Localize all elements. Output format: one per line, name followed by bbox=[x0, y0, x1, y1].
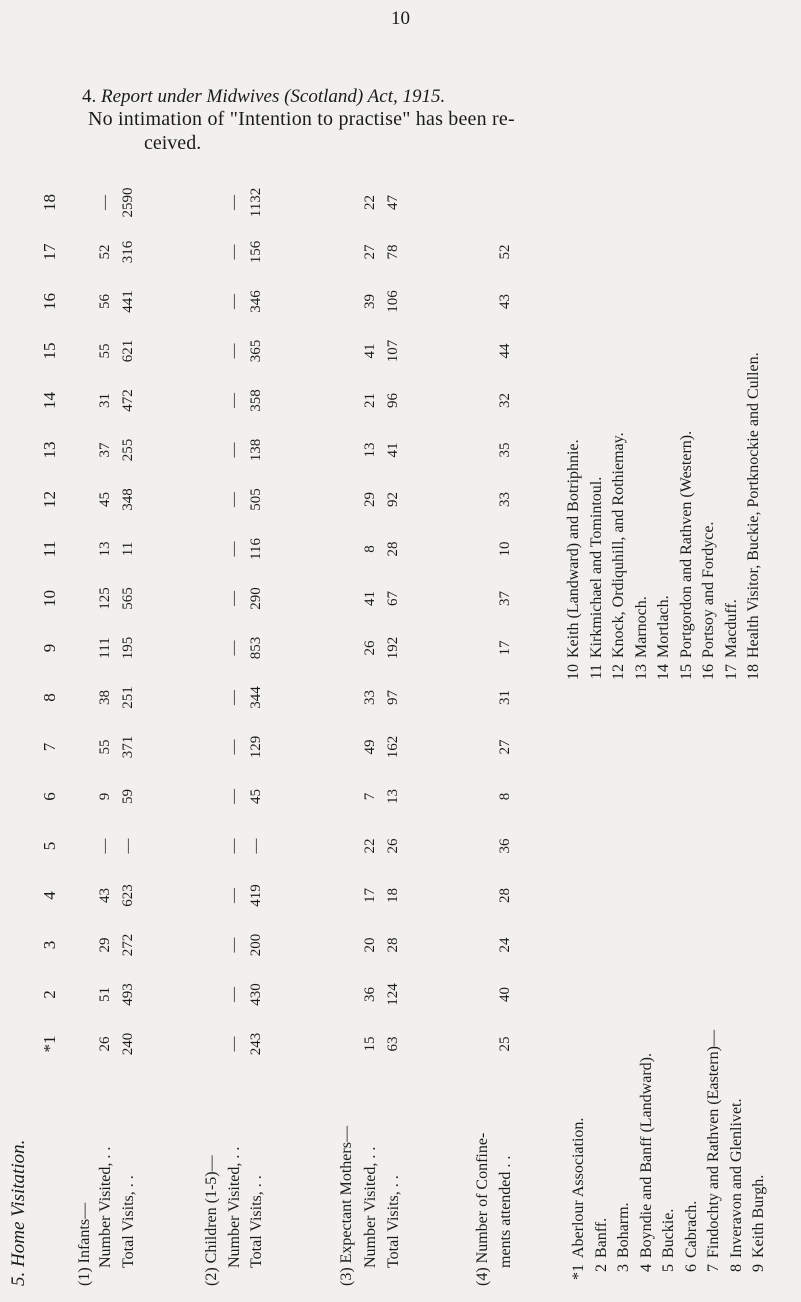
district-number: 7 bbox=[705, 1264, 722, 1272]
district-entry bbox=[586, 352, 609, 686]
district-entry bbox=[721, 352, 744, 686]
table-cell: 106 bbox=[385, 290, 401, 313]
section-4-title: Report under Midwives (Scotland) Act, 1915. bbox=[101, 86, 446, 107]
table-cell: 97 bbox=[385, 690, 401, 705]
table-cell: 441 bbox=[120, 290, 136, 313]
district-entry bbox=[636, 1030, 659, 1286]
table-cell: 125 bbox=[97, 587, 113, 610]
district-number: 17 bbox=[722, 664, 740, 680]
district-number: 10 bbox=[565, 664, 582, 680]
table-cell: 200 bbox=[248, 933, 264, 957]
table-cell: 419 bbox=[248, 884, 264, 907]
table-cell: 493 bbox=[120, 983, 136, 1006]
table-cell: 96 bbox=[385, 393, 401, 408]
table-cell: 358 bbox=[248, 389, 264, 412]
district-name: Macduff. bbox=[722, 599, 740, 658]
table-cell: 344 bbox=[248, 686, 264, 709]
table-cell: 45 bbox=[97, 492, 113, 507]
column-header: 13 bbox=[40, 441, 59, 459]
district-entry bbox=[703, 1030, 726, 1286]
table-cell: — bbox=[226, 640, 242, 656]
column-header: 6 bbox=[40, 792, 59, 801]
table-cell: — bbox=[226, 294, 242, 309]
column-header: 16 bbox=[40, 293, 59, 310]
table-cell: 138 bbox=[248, 438, 264, 462]
table-cell: — bbox=[226, 690, 242, 705]
table-cell: 24 bbox=[497, 937, 513, 953]
table-cell: — bbox=[226, 442, 242, 458]
group-label: (3) Expectant Mothers— bbox=[338, 1126, 355, 1286]
home-visitation-table bbox=[8, 156, 793, 1286]
district-entry bbox=[681, 1030, 704, 1286]
table-cell: 36 bbox=[497, 838, 513, 854]
column-header: 11 bbox=[40, 540, 59, 558]
district-number: 11 bbox=[587, 664, 605, 680]
column-header: 4 bbox=[40, 891, 59, 900]
group-label: (1) Infants— bbox=[76, 1202, 93, 1286]
table-cell: 255 bbox=[120, 438, 136, 462]
table-cell: — bbox=[226, 838, 242, 854]
table-cell: — bbox=[226, 789, 242, 804]
table-cell: 27 bbox=[362, 244, 378, 260]
district-number: 3 bbox=[615, 1264, 632, 1272]
table-cell: 243 bbox=[248, 1032, 264, 1056]
table-cell: 240 bbox=[120, 1032, 136, 1056]
table-cell: 52 bbox=[497, 244, 513, 260]
column-header: 10 bbox=[40, 590, 59, 607]
table-cell: 21 bbox=[362, 393, 378, 408]
table-cell: 26 bbox=[385, 838, 401, 854]
row-label: Number Visited, . . bbox=[97, 1146, 114, 1268]
table-cell: 29 bbox=[362, 492, 378, 507]
table-cell: 33 bbox=[497, 492, 513, 507]
section-4-number: 4. bbox=[82, 86, 97, 107]
table-cell: 20 bbox=[362, 937, 378, 953]
district-entry bbox=[608, 352, 631, 686]
table-cell: 28 bbox=[385, 937, 401, 953]
table-cell: 195 bbox=[120, 636, 136, 660]
group-label: (2) Children (1-5)— bbox=[203, 1155, 220, 1286]
district-name: Findochty and Rathven (Eastern)— bbox=[705, 1030, 722, 1258]
district-entry bbox=[563, 352, 586, 686]
table-cell: 22 bbox=[362, 838, 378, 854]
district-entry bbox=[613, 1030, 636, 1286]
table-cell: 430 bbox=[248, 983, 264, 1006]
table-cell: 27 bbox=[497, 739, 513, 755]
table-cell: 116 bbox=[248, 538, 264, 560]
table-cell: 25 bbox=[497, 1036, 513, 1052]
table-cell: 40 bbox=[497, 987, 513, 1002]
district-name: Keith Burgh. bbox=[750, 1174, 767, 1258]
table-cell: — bbox=[226, 937, 242, 953]
table-cell: 41 bbox=[362, 591, 378, 606]
table-cell: 129 bbox=[248, 735, 264, 759]
district-entry bbox=[676, 352, 699, 686]
column-header: 5 bbox=[40, 841, 59, 851]
table-cell: — bbox=[248, 838, 264, 854]
row-label: Number Visited, . . bbox=[226, 1146, 243, 1268]
table-cell: 78 bbox=[385, 244, 401, 260]
district-number: 8 bbox=[727, 1264, 745, 1272]
column-header: 2 bbox=[40, 990, 59, 999]
table-cell: 623 bbox=[120, 884, 136, 907]
table-cell: — bbox=[226, 888, 242, 903]
table-cell: 45 bbox=[248, 789, 264, 804]
table-cell: 2590 bbox=[120, 187, 136, 218]
district-name: Boharm. bbox=[615, 1202, 632, 1258]
table-cell: 43 bbox=[97, 888, 113, 903]
table-cell: 13 bbox=[97, 541, 113, 557]
district-name: Inveravon and Glenlivet. bbox=[727, 1098, 745, 1258]
table-cell: 41 bbox=[385, 442, 401, 458]
district-name: Knock, Ordiquhill, and Rothiemay. bbox=[610, 432, 627, 658]
table-cell: 15 bbox=[362, 1036, 378, 1052]
district-name: Boyndie and Banff (Landward). bbox=[637, 1053, 655, 1258]
table-cell: 41 bbox=[362, 343, 378, 359]
section-5-title: 5. Home Visitation. bbox=[8, 1139, 29, 1286]
table-cell: — bbox=[97, 838, 113, 854]
table-cell: 11 bbox=[120, 541, 136, 557]
district-number: 12 bbox=[610, 664, 627, 680]
column-header: 12 bbox=[40, 491, 59, 508]
table-cell: 290 bbox=[248, 587, 264, 610]
table-cell: 272 bbox=[120, 933, 136, 957]
table-cell: 37 bbox=[97, 442, 113, 458]
district-name: Banff. bbox=[592, 1217, 610, 1258]
table-cell: — bbox=[226, 492, 242, 507]
table-cell: 8 bbox=[362, 545, 378, 553]
table-cell: — bbox=[226, 987, 242, 1002]
table-cell: 55 bbox=[97, 739, 113, 755]
table-cell: 32 bbox=[497, 393, 513, 408]
table-cell: 56 bbox=[97, 294, 113, 309]
row-label: ments attended . . bbox=[497, 1155, 514, 1268]
table-cell: — bbox=[97, 195, 113, 210]
row-label: Total Visits, . . bbox=[385, 1175, 402, 1268]
district-list-left bbox=[568, 1030, 771, 1286]
table-cell: 35 bbox=[497, 442, 513, 458]
column-header: 15 bbox=[40, 342, 59, 360]
table-cell: — bbox=[226, 244, 242, 260]
table-cell: 37 bbox=[497, 591, 513, 606]
district-number: 18 bbox=[745, 664, 762, 680]
table-cell: 36 bbox=[362, 987, 378, 1002]
table-cell: 505 bbox=[248, 488, 264, 511]
district-number: *1 bbox=[570, 1264, 587, 1280]
row-label: Total Visits, . . bbox=[248, 1175, 265, 1268]
district-name: Health Visitor, Buckie, Portknockie and Cullen. bbox=[745, 352, 762, 658]
page-number: 10 bbox=[391, 8, 410, 29]
district-entry bbox=[698, 352, 721, 686]
district-name: Mortlach. bbox=[655, 595, 672, 658]
table-cell: 49 bbox=[362, 739, 378, 755]
table-cell: 13 bbox=[362, 442, 378, 458]
table-cell: — bbox=[226, 393, 242, 408]
table-cell: 853 bbox=[248, 636, 264, 660]
district-entry bbox=[726, 1030, 749, 1286]
district-name: Portgordon and Rathven (Western). bbox=[677, 430, 695, 658]
table-cell: 31 bbox=[497, 690, 513, 705]
district-entry bbox=[748, 1030, 771, 1286]
district-entry bbox=[568, 1030, 591, 1286]
district-name: Cabrach. bbox=[682, 1200, 700, 1258]
district-number: 5 bbox=[660, 1264, 677, 1272]
table-cell: 26 bbox=[362, 640, 378, 656]
column-header: 7 bbox=[40, 742, 59, 752]
table-cell: 39 bbox=[362, 294, 378, 309]
column-header: 9 bbox=[40, 643, 59, 653]
column-header: 18 bbox=[40, 194, 59, 211]
table-cell: 162 bbox=[385, 735, 401, 759]
table-cell: 44 bbox=[497, 343, 513, 359]
table-cell: 63 bbox=[385, 1036, 401, 1052]
table-cell: 33 bbox=[362, 690, 378, 705]
row-label: Total Visits, . . bbox=[120, 1175, 137, 1268]
column-header: *1 bbox=[40, 1035, 59, 1053]
table-cell: 1132 bbox=[248, 187, 264, 218]
table-cell: 365 bbox=[248, 339, 264, 363]
table-cell: 29 bbox=[97, 937, 113, 953]
table-cell: 67 bbox=[385, 591, 401, 606]
table-cell: 38 bbox=[97, 690, 113, 705]
table-cell: 22 bbox=[362, 195, 378, 210]
district-name: Kirkmichael and Tomintoul. bbox=[587, 476, 605, 658]
district-number: 9 bbox=[750, 1264, 767, 1272]
table-cell: 31 bbox=[97, 393, 113, 408]
table-cell: 316 bbox=[120, 240, 136, 264]
table-cell: 472 bbox=[120, 389, 136, 412]
section-4-heading bbox=[82, 86, 445, 108]
district-name: Portsoy and Fordyce. bbox=[700, 521, 717, 658]
table-cell: 55 bbox=[97, 343, 113, 359]
table-cell: 52 bbox=[97, 244, 113, 260]
table-cell: 192 bbox=[385, 636, 401, 660]
table-cell: 9 bbox=[97, 792, 113, 801]
table-cell: 51 bbox=[97, 987, 113, 1002]
table-cell: — bbox=[226, 541, 242, 557]
table-cell: 8 bbox=[497, 792, 513, 801]
district-number: 2 bbox=[592, 1264, 610, 1272]
table-cell: 124 bbox=[385, 983, 401, 1006]
row-label: Number Visited, . . bbox=[362, 1146, 379, 1268]
table-cell: 7 bbox=[362, 792, 378, 801]
table-cell: 371 bbox=[120, 735, 136, 759]
column-header: 8 bbox=[40, 693, 59, 702]
district-number: 16 bbox=[700, 664, 717, 680]
district-entry bbox=[591, 1030, 614, 1286]
table-cell: 13 bbox=[385, 789, 401, 804]
table-cell: 59 bbox=[120, 789, 136, 804]
table-cell: 251 bbox=[120, 686, 136, 709]
table-cell: — bbox=[226, 739, 242, 755]
table-cell: — bbox=[226, 195, 242, 210]
table-cell: 43 bbox=[497, 294, 513, 309]
section-4-body-line-2: ceived. bbox=[144, 132, 202, 154]
table-cell: 107 bbox=[385, 339, 401, 363]
table-cell: 92 bbox=[385, 492, 401, 507]
table-cell: 10 bbox=[497, 541, 513, 557]
district-number: 13 bbox=[632, 664, 650, 680]
table-cell: 26 bbox=[97, 1036, 113, 1052]
district-entry bbox=[631, 352, 654, 686]
district-entry bbox=[658, 1030, 681, 1286]
table-cell: 348 bbox=[120, 488, 136, 511]
table-cell: 17 bbox=[497, 640, 513, 656]
column-header: 3 bbox=[40, 940, 59, 950]
table-cell: 565 bbox=[120, 587, 136, 610]
district-list-right bbox=[563, 352, 766, 686]
table-cell: 17 bbox=[362, 888, 378, 903]
table-cell: — bbox=[226, 1036, 242, 1052]
column-header: 17 bbox=[40, 243, 59, 261]
district-number: 6 bbox=[682, 1264, 700, 1272]
table-cell: 156 bbox=[248, 240, 264, 264]
district-name: Aberlour Association. bbox=[570, 1117, 587, 1258]
district-name: Keith (Landward) and Botriphnie. bbox=[565, 439, 582, 658]
table-cell: 28 bbox=[385, 541, 401, 557]
section-4-body-line-1: No intimation of "Intention to practise" has been re- bbox=[88, 108, 515, 130]
table-cell: 111 bbox=[97, 637, 113, 659]
table-cell: 47 bbox=[385, 195, 401, 210]
table-cell: 28 bbox=[497, 888, 513, 903]
district-name: Marnoch. bbox=[632, 596, 650, 658]
district-number: 14 bbox=[655, 664, 672, 680]
group-label: (4) Number of Confine- bbox=[474, 1132, 491, 1286]
district-entry bbox=[653, 352, 676, 686]
district-entry bbox=[743, 352, 766, 686]
table-cell: — bbox=[226, 343, 242, 359]
table-cell: 18 bbox=[385, 888, 401, 903]
district-name: Buckie. bbox=[660, 1208, 677, 1258]
table-cell: — bbox=[226, 591, 242, 606]
table-cell: 346 bbox=[248, 290, 264, 313]
district-number: 15 bbox=[677, 664, 695, 680]
column-header: 14 bbox=[40, 392, 59, 409]
table-cell: — bbox=[120, 838, 136, 854]
district-number: 4 bbox=[637, 1264, 655, 1272]
table-cell: 621 bbox=[120, 339, 136, 363]
